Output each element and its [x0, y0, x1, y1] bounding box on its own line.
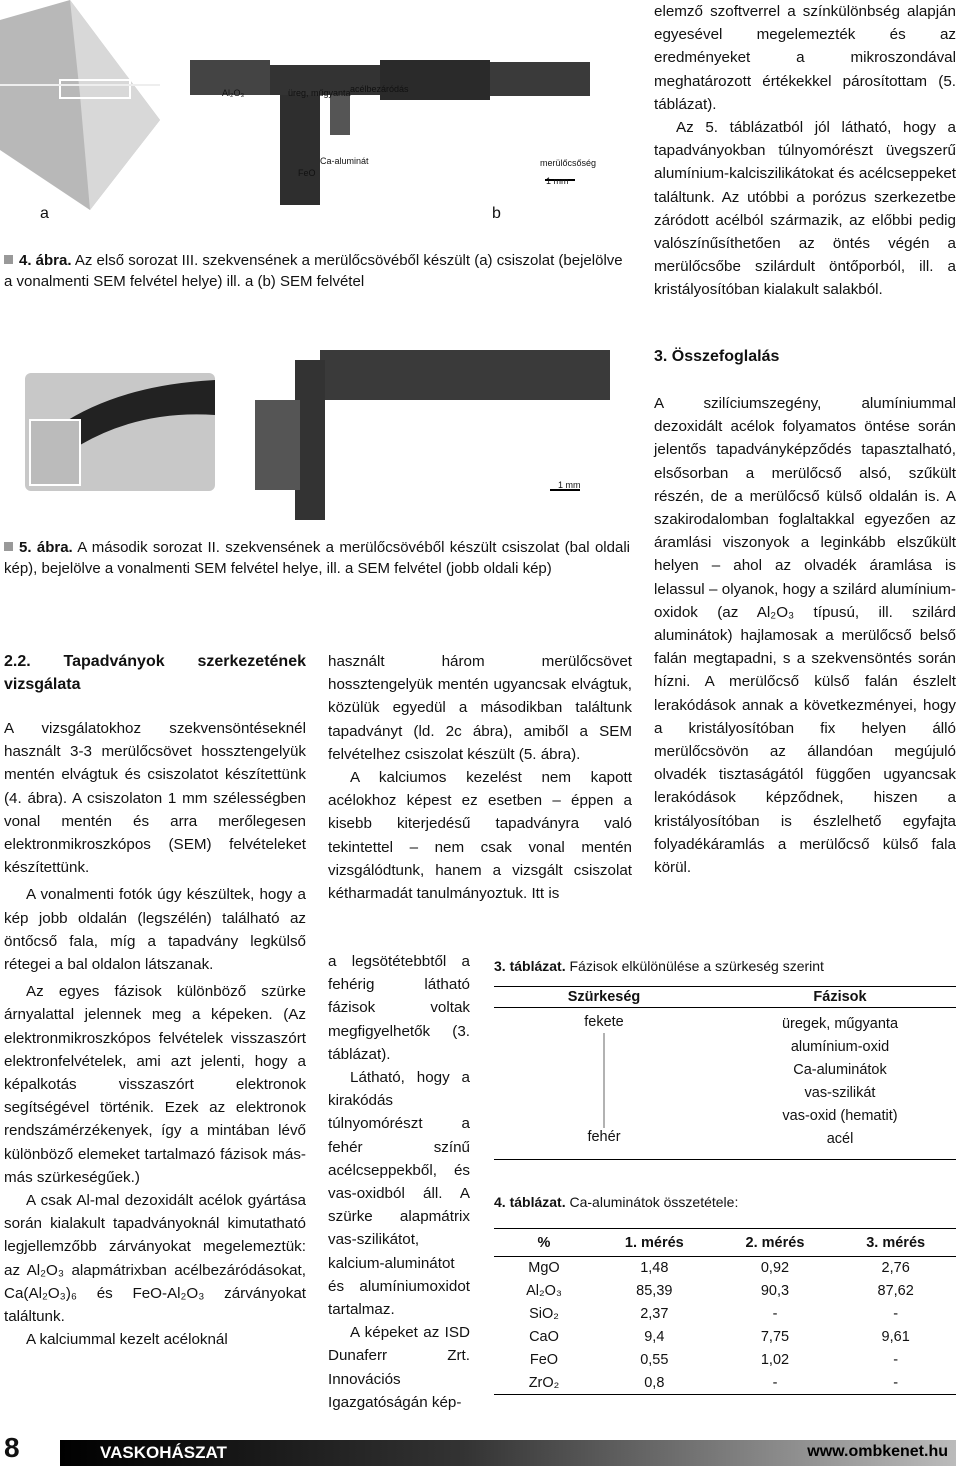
- table-row: [494, 1257, 956, 1280]
- mid-paragraph-3: a legsötétebbtől a fehérig látható fázisok voltak megfigyelhetők (3. táblázat).: [328, 953, 470, 1063]
- caption-bullet-icon: [4, 255, 13, 264]
- journal-url[interactable]: www.ombkenet.hu: [807, 1443, 948, 1460]
- t4-cell: 9,61: [881, 1329, 910, 1345]
- page-number: 8: [4, 1432, 20, 1463]
- section-3-heading: 3. Összefoglalás: [654, 348, 780, 365]
- t4-cell: MgO: [528, 1260, 560, 1277]
- section-2-2-text: [4, 717, 306, 1351]
- sem-label-al2o3: Al₂O₃: [222, 88, 245, 98]
- t4-cell: -: [772, 1374, 778, 1391]
- t4-cell: 0,55: [640, 1352, 669, 1368]
- figure-4-image-a: [0, 0, 165, 215]
- table-3: [494, 986, 956, 1160]
- table-4: [494, 1228, 956, 1395]
- t4-cell: 0,8: [644, 1374, 665, 1391]
- t4-cell: ZrO₂: [528, 1374, 560, 1391]
- t3-phases-list: [724, 1013, 956, 1151]
- t3-phase: vas-oxid (hematit): [782, 1108, 898, 1124]
- sem-label-feo: FeO: [298, 168, 316, 178]
- s22-paragraph-5: A kalciummal kezelt acéloknál: [26, 1331, 228, 1349]
- t4-cell: 87,62: [877, 1283, 914, 1299]
- t4-cell: -: [893, 1306, 899, 1322]
- t3-phase: üregek, műgyanta: [781, 1016, 899, 1032]
- t4-cell: 2,37: [640, 1306, 669, 1322]
- mid-paragraph-4: Látható, hogy a kirakódás túlnyomórészt a fehér színű acélcseppekből, és vas-oxidból áll. A szürke alapmátrix vas-szilikátot, kalcium-aluminátot és alumíniumoxidot tartalmaz.: [328, 1069, 470, 1319]
- t4-cell: -: [893, 1374, 899, 1391]
- t4-cell: 1,02: [760, 1352, 790, 1368]
- figure-4-caption: 4. ábra. Az első sorozat III. szekvensének a merülőcsövéből készült (a) csiszolat (bejelölve a vonalmenti SEM felvétel helye) ill. a (b) SEM felvétel: [4, 252, 623, 290]
- t4-cell: 7,75: [760, 1329, 790, 1345]
- t3-gradient-arrow: [594, 1033, 614, 1133]
- right-paragraph-2: Az 5. táblázatból jól látható, hogy a tapadványokban túlnyomórészt üvegszerű alumínium-kalciszilikátokat és acélcseppeket találtunk. Az utóbbi a porózus szerkezetbe záródott acélból származik, az előbbi pedig valószínűsíthetően az öntés végén a merülőcsőbe szilárdult öntőporból, ill. a kristályosítóban kialakult salakból.: [654, 119, 956, 299]
- sem-label-ca-aluminat: Ca-aluminát: [320, 156, 369, 166]
- figure-5-caption: 5. ábra. A második sorozat II. szekvensének a merülőcsövéből készült csiszolat (bal oldali kép), bejelölve a vonalmenti SEM felvétel helye, ill. a SEM felvétel (jobb oldali kép): [4, 539, 630, 577]
- figure-5-image-right: [235, 340, 615, 520]
- middle-column-text-lower: [328, 950, 470, 1414]
- specimen-a-image: [0, 0, 165, 215]
- sem-label-acelbezarodas: acélbezáródás: [350, 84, 409, 94]
- section-3-text: A szilíciumszegény, alumíniummal dezoxidált acélok folyamatos öntése során jelentős tapadványképződés tapasztalható, elsősorban a merülőcső alsó, szűkült részén, de a merülőcső külső oldalán is. A szakirodalomban foglaltakkal egyezően az áramlási viszonyok a leginkább elszűkült helyen – ahol az olvadék áramlása is lelassul – olyanok, hogy a szilárd alumínium-oxidok (az Al₂O₃ típusú, ill. szilárd aluminátok) hajlamosak a merülőcső belső falán megtapadni, s a szekvensöntés során hízni. A merülőcső külső falán észlelt lerakódások annak a következményei, hogy a kristályosítóban fix helyen álló merülőcsövön az állandóan megújuló olvadék tisztaságától függően ugyancsak lerakódások képződnek, hiszen a kristályosítóban is észlelhető egyfajta folyadékáramlás a merülőcső külső fala körül.: [654, 395, 956, 877]
- sem-label-merulocso: merülőcsőség: [540, 158, 597, 168]
- t4-cell: SiO₂: [529, 1306, 559, 1322]
- table-row: [494, 1303, 956, 1326]
- t4-cell: -: [772, 1306, 778, 1322]
- right-column-top-text: [654, 0, 956, 302]
- caption-bullet-icon: [4, 542, 13, 551]
- fig5-scale: 1 mm: [558, 480, 581, 490]
- section-2-2-heading: 2.2. Tapadványok szerkezetének vizsgálata: [4, 653, 306, 693]
- t4-cell: -: [893, 1352, 899, 1368]
- t3-grey-top: fekete: [584, 1014, 624, 1030]
- t4-cell: Al₂O₃: [526, 1283, 562, 1299]
- journal-name: VASKOHÁSZAT: [100, 1443, 227, 1462]
- table-row: [494, 1326, 956, 1349]
- t4-header: 2. mérés: [745, 1234, 805, 1251]
- middle-column-text-upper: [328, 650, 632, 905]
- t4-cell: 85,39: [636, 1283, 673, 1299]
- table-3-caption: 3. táblázat. Fázisok elkülönülése a szürkeség szerint: [494, 958, 824, 974]
- table-row: [494, 1372, 956, 1395]
- t3-header-fazisok: Fázisok: [813, 989, 867, 1005]
- t4-header: 1. mérés: [624, 1234, 684, 1251]
- fig4-scale: 1 mm: [546, 176, 569, 186]
- fig4-label-b: b: [492, 205, 501, 222]
- table-row: [494, 1349, 956, 1372]
- t4-cell: FeO: [529, 1352, 559, 1368]
- mid-paragraph-1: használt három merülőcsövet hossztengelyük mentén ugyancsak elvágtuk, közülük egyedül a másodikban találtunk tapadványt (ld. 2c ábra), amiből a SEM felvételhez csiszolat készült (5. ábra).: [328, 653, 632, 763]
- t3-header-szurkeseg: Szürkeség: [567, 989, 641, 1005]
- s22-paragraph-1: A vizsgálatokhoz szekvensöntéseknél használt 3-3 merülőcsövet hossztengelyük mentén elvágtuk és csiszolatot készítettünk (4. ábra). A csiszolaton 1 mm szélességben vonal mentén és arra merőlegesen elektronmikroszkópos (SEM) felvételeket készítettünk.: [4, 720, 306, 877]
- s22-paragraph-3: Az egyes fázisok különböző szürke árnyalattal jelennek meg a képeken. (Az elektronmikroszkópos felvételek visszaszórt elektronfelvételek, ami azt jelenti, hogy a képalkotás visszaszórt elektronok segítségével történik. Ezek az elektronok rendszámérzékenyek, így a mintában lévő különböző elemeket tartalmazó fázisok más-más szürkeségűek.): [4, 983, 306, 1186]
- s22-paragraph-2: A vonalmenti fotók úgy készültek, hogy a kép jobb oldalán (legszélén) található az öntőcső fala, míg a tapadvány legkülső rétegei a bal oldalon látszanak.: [4, 886, 306, 974]
- t3-phase: alumínium-oxid: [790, 1039, 890, 1055]
- s22-paragraph-4: A csak Al-mal dezoxidált acélok gyártása során kialakult tapadványoknál kimutatható legjellemzőbb zárványokat megelemeztük: az Al₂O₃ alapmátrixban acélbezáródásokat, Ca(Al₂O₃)₆ és FeO-Al₂O₃ zárványokat találtunk.: [4, 1192, 306, 1326]
- t4-cell: 2,76: [881, 1260, 910, 1277]
- t4-cell: 9,4: [644, 1329, 665, 1345]
- t4-header: 3. mérés: [866, 1234, 926, 1251]
- t3-phase: vas-szilikát: [804, 1085, 876, 1101]
- t4-cell: 0,92: [760, 1260, 790, 1277]
- footer-bar: [60, 1440, 956, 1466]
- t3-phase: acél: [826, 1131, 854, 1147]
- figure-4-image-b: [180, 0, 620, 230]
- t4-cell: CaO: [529, 1329, 559, 1345]
- sem-image-5: [235, 340, 615, 520]
- specimen-5-image: [20, 365, 220, 495]
- sem-image-b: [180, 0, 620, 230]
- fig4-label-a: a: [40, 205, 49, 222]
- right-paragraph-1: elemző szoftverrel a színkülönbség alapján egyesével megelemezték és az eredményeket a mikroszondával meghatározott értékekkel párosítottam (5. táblázat).: [654, 3, 956, 113]
- t3-grey-bottom: fehér: [587, 1129, 621, 1145]
- table-4-caption: 4. táblázat. Ca-aluminátok összetétele:: [494, 1194, 739, 1210]
- table-row: [494, 1280, 956, 1303]
- mid-paragraph-5: A képeket az ISD Dunaferr Zrt. Innovációs Igazgatóságán kép-: [328, 1324, 470, 1411]
- mid-paragraph-2: A kalciumos kezelést nem kapott acélokhoz képest ez esetben – éppen a kisebb kiterjedésű tapadványra való tekintettel – nem csak vonal mentén vizsgálódtunk, hanem a vizsgált csiszolat kétharmadát tanulmányoztuk. Itt is: [328, 769, 632, 903]
- t3-phase: Ca-aluminátok: [793, 1062, 887, 1078]
- figure-5-image-left: [20, 365, 220, 495]
- t4-cell: 1,48: [640, 1260, 669, 1277]
- t4-cell: 90,3: [760, 1283, 790, 1299]
- sem-label-ureg: üreg, műgyanta: [288, 88, 351, 98]
- t4-header: %: [537, 1234, 551, 1251]
